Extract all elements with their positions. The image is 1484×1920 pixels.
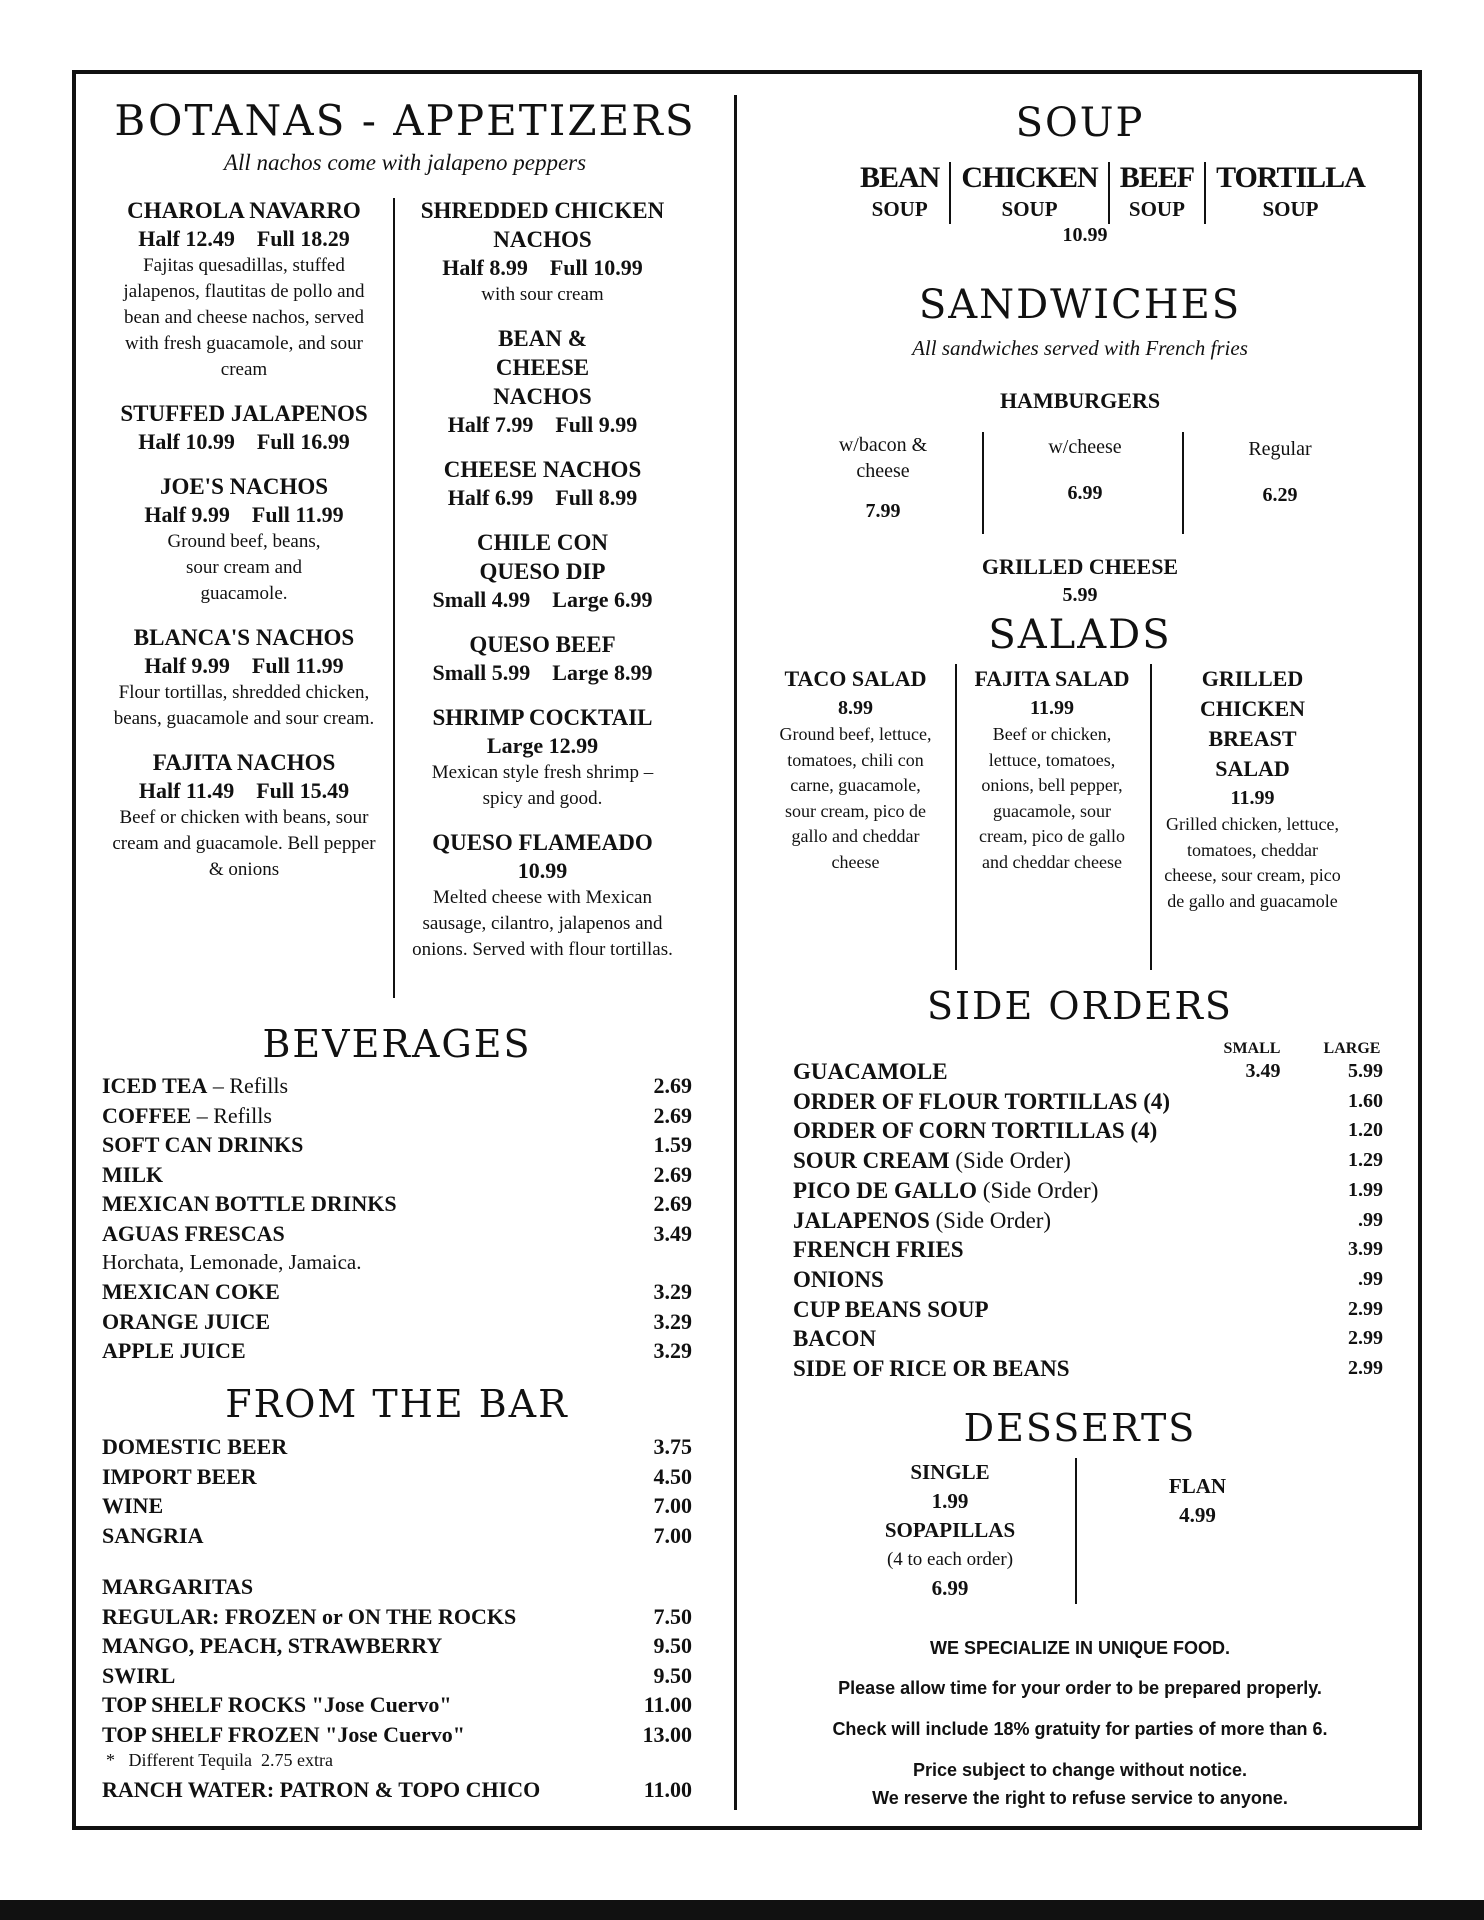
list-item: [793, 1354, 1383, 1384]
soup-title: SOUP: [1015, 100, 1145, 146]
list-item: [102, 1462, 692, 1492]
soup-options: [850, 160, 1375, 224]
item-name: STUFFED JALAPENOS: [120, 401, 368, 426]
margaritas-heading: [102, 1572, 692, 1602]
item-price: Half 7.99 Full 9.99: [447, 412, 638, 437]
side-orders-title: SIDE ORDERS: [927, 984, 1233, 1028]
item-name: MEXICAN BOTTLE DRINKS: [102, 1191, 397, 1216]
item-name: DOMESTIC BEER: [102, 1434, 288, 1459]
grilled-cheese-label: GRILLED CHEESE: [981, 554, 1179, 579]
menu-item: [400, 630, 685, 687]
item-price: 1.59: [653, 1132, 692, 1157]
salads-title: SALADS: [988, 612, 1172, 658]
small-column-label: SMALL: [1223, 1040, 1281, 1057]
notice-price-change: Price subject to change without notice.: [912, 1760, 1248, 1780]
menu-item: [400, 455, 685, 512]
soup-label: SOUP: [1001, 197, 1058, 221]
list-item: [102, 1219, 692, 1249]
salad-name: GRILLED CHICKEN BREAST SALAD: [1199, 666, 1306, 781]
desserts-divider: [1075, 1458, 1077, 1604]
list-item: [793, 1295, 1383, 1325]
list-item: [102, 1720, 692, 1750]
item-price-large: 1.20: [1348, 1119, 1383, 1142]
flan-item: [1110, 1472, 1285, 1530]
soup-label: SOUP: [1128, 197, 1185, 221]
item-note: (Side Order): [949, 1148, 1071, 1174]
item-name: ORDER OF FLOUR TORTILLAS (4): [793, 1088, 1171, 1114]
list-item: [102, 1277, 692, 1307]
list-item: [793, 1176, 1383, 1206]
menu-item: [100, 196, 388, 383]
salad-price: 11.99: [1230, 787, 1275, 809]
item-price: Small 5.99 Large 8.99: [432, 660, 653, 685]
item-name: REGULAR: FROZEN or ON THE ROCKS: [102, 1603, 517, 1629]
item-name: SHRIMP COCKTAIL: [432, 705, 653, 730]
item-name: SIDE OF RICE OR BEANS: [793, 1356, 1070, 1382]
item-name: CUP BEANS SOUP: [793, 1296, 989, 1322]
list-item: [102, 1189, 692, 1219]
soup-option: [1206, 160, 1375, 224]
salad-divider: [955, 664, 957, 970]
large-column-label: LARGE: [1323, 1040, 1381, 1057]
sopapillas-note: (4 to each order): [886, 1549, 1014, 1570]
appetizers-title: BOTANAS - APPETIZERS: [114, 96, 696, 145]
list-item: [102, 1661, 692, 1691]
item-description: Fajitas quesadillas, stuffed jalapenos, flautitas de pollo and bean and cheese nachos, served with fresh guacamole, and sour cream: [123, 255, 365, 380]
item-name: QUESO FLAMEADO: [432, 830, 653, 855]
item-price: Half 12.49 Full 18.29: [138, 226, 350, 251]
item-name: JOE'S NACHOS: [159, 474, 329, 499]
bar-list: [102, 1432, 692, 1805]
list-item: [793, 1087, 1383, 1117]
desserts-title: DESSERTS: [963, 1406, 1197, 1450]
item-price-large: 1.99: [1348, 1178, 1383, 1201]
list-item: [102, 1432, 692, 1462]
menu-item: [400, 324, 685, 439]
item-name: RANCH WATER: PATRON & TOPO CHICO: [102, 1777, 541, 1802]
list-item: [793, 1206, 1383, 1236]
item-name: ORANGE JUICE: [102, 1308, 271, 1334]
item-name: IMPORT BEER: [102, 1463, 257, 1489]
item-note: – Refills: [191, 1102, 272, 1128]
hamburger-option: [812, 432, 954, 524]
item-price: 9.50: [653, 1662, 692, 1688]
item-price: 7.00: [653, 1493, 692, 1518]
item-name: CHILE CON QUESO DIP: [477, 530, 608, 584]
menu-item: [400, 196, 685, 308]
soup-name: BEEF: [1119, 161, 1195, 194]
salad-item: [962, 664, 1142, 875]
sopapillas-single-label: SINGLE: [910, 1460, 990, 1484]
item-description: with sour cream: [481, 284, 604, 305]
salad-description: Beef or chicken, lettuce, tomatoes, onions, bell pepper, guacamole, sour cream, pico de gallo and cheddar cheese: [979, 724, 1125, 872]
item-price: Half 9.99 Full 11.99: [144, 502, 344, 527]
list-item: [102, 1071, 692, 1101]
list-item: [102, 1336, 692, 1366]
column-divider: [734, 95, 737, 1810]
item-name: MANGO, PEACH, STRAWBERRY: [102, 1633, 443, 1658]
item-name: FRENCH FRIES: [793, 1237, 964, 1263]
page-bottom-bar: [0, 1900, 1484, 1920]
notice-gratuity: Check will include 18% gratuity for parties of more than 6.: [832, 1719, 1328, 1739]
item-name: BACON: [793, 1326, 877, 1352]
flan-price: 4.99: [1179, 1503, 1216, 1527]
item-name: BEAN & CHEESE NACHOS: [493, 326, 592, 409]
item-name: WINE: [102, 1493, 164, 1518]
notice-prep-time: Please allow time for your order to be prepared properly.: [838, 1678, 1322, 1698]
item-name: FAJITA NACHOS: [152, 750, 336, 775]
aguas-frescas-flavors: Horchata, Lemonade, Jamaica.: [102, 1250, 362, 1274]
item-price: 2.69: [653, 1073, 692, 1098]
item-price: Half 9.99 Full 11.99: [144, 653, 344, 678]
item-price: 4.50: [653, 1463, 692, 1489]
item-price: 13.00: [642, 1721, 692, 1747]
flan-label: FLAN: [1168, 1474, 1227, 1498]
soup-name: BEAN: [860, 161, 940, 194]
item-price-large: 3.99: [1348, 1238, 1383, 1261]
item-price: 3.29: [653, 1279, 692, 1304]
soup-option: [850, 160, 949, 224]
item-price: 2.69: [653, 1161, 692, 1187]
soup-name: CHICKEN: [961, 161, 1098, 194]
item-price: Half 6.99 Full 8.99: [447, 485, 638, 510]
item-price-large: 2.99: [1348, 1327, 1383, 1350]
list-item: [102, 1631, 692, 1661]
item-name: QUESO BEEF: [469, 632, 616, 657]
item-price: 2.69: [653, 1191, 692, 1216]
item-name: ONIONS: [793, 1266, 884, 1292]
item-note: – Refills: [207, 1073, 289, 1098]
list-item: [793, 1265, 1383, 1295]
list-item: [793, 1235, 1383, 1265]
list-item: [793, 1116, 1383, 1146]
list-item: [102, 1130, 692, 1160]
option-price: 6.99: [1067, 482, 1103, 504]
appetizers-left-column: [100, 196, 388, 899]
item-name: ICED TEA: [102, 1073, 208, 1098]
item-note: (Side Order): [929, 1207, 1052, 1233]
soup-price: 10.99: [1062, 224, 1108, 246]
item-name: SWIRL: [102, 1662, 176, 1688]
salad-price: 8.99: [838, 697, 873, 719]
option-label: w/bacon & cheese: [838, 434, 928, 482]
soup-label: SOUP: [871, 197, 928, 221]
item-price: 7.50: [653, 1603, 692, 1629]
salad-description: Grilled chicken, lettuce, tomatoes, cheddar cheese, sour cream, pico de gallo and guacamole: [1164, 814, 1341, 911]
item-price: 3.49: [653, 1220, 692, 1246]
menu-item: [400, 528, 685, 614]
hamburger-divider: [1182, 432, 1184, 534]
option-label: w/cheese: [1048, 436, 1122, 458]
item-name: MILK: [102, 1161, 164, 1187]
salad-name: TACO SALAD: [784, 666, 927, 691]
item-name: APPLE JUICE: [102, 1338, 246, 1363]
option-price: 7.99: [865, 500, 901, 522]
list-item: [102, 1307, 692, 1337]
beverages-list: [102, 1071, 692, 1366]
item-note: (Side Order): [977, 1177, 1099, 1203]
item-price: Large 12.99: [486, 733, 599, 758]
hamburger-option: [1200, 436, 1360, 508]
item-name: CHAROLA NAVARRO: [127, 198, 361, 223]
menu-item: [100, 748, 388, 883]
appetizers-subtitle: All nachos come with jalapeno peppers: [223, 150, 587, 175]
item-name: COFFEE: [102, 1102, 192, 1128]
item-name: TOP SHELF FROZEN "Jose Cuervo": [102, 1721, 466, 1747]
item-name: TOP SHELF ROCKS "Jose Cuervo": [102, 1692, 452, 1717]
item-price: 3.29: [653, 1338, 692, 1363]
list-item: [102, 1775, 692, 1805]
hamburger-option: [1000, 434, 1170, 506]
item-price: 7.00: [653, 1522, 692, 1548]
item-name: CHEESE NACHOS: [443, 457, 642, 482]
item-name: SOFT CAN DRINKS: [102, 1132, 304, 1157]
list-item: [102, 1491, 692, 1521]
item-price-large: .99: [1358, 1267, 1383, 1290]
menu-item: [400, 703, 685, 812]
item-name: PICO DE GALLO: [793, 1177, 978, 1203]
soup-label: SOUP: [1262, 197, 1319, 221]
item-name: JALAPENOS: [793, 1207, 930, 1233]
item-description: Flour tortillas, shredded chicken, beans, guacamole and sour cream.: [113, 682, 375, 729]
salad-description: Ground beef, lettuce, tomatoes, chili con carne, guacamole, sour cream, pico de gallo and cheddar cheese: [779, 724, 932, 872]
item-name: SHREDDED CHICKEN NACHOS: [420, 198, 665, 252]
item-description: Mexican style fresh shrimp – spicy and good.: [431, 762, 654, 809]
item-price: 2.69: [653, 1102, 692, 1128]
item-description: Beef or chicken with beans, sour cream and guacamole. Bell pepper & onions: [112, 807, 376, 880]
item-name: SANGRIA: [102, 1522, 204, 1548]
item-price: 11.00: [643, 1692, 692, 1717]
soup-option: [951, 160, 1107, 224]
item-price: 11.00: [643, 1777, 692, 1802]
item-price-large: 1.29: [1348, 1149, 1383, 1172]
option-price: 6.29: [1262, 484, 1298, 506]
option-label: Regular: [1248, 438, 1312, 460]
sandwiches-title: SANDWICHES: [918, 282, 1242, 328]
item-price-large: 5.99: [1348, 1060, 1383, 1082]
sopapillas-single-price: 1.99: [931, 1489, 969, 1513]
item-price: 3.75: [653, 1434, 692, 1459]
hamburgers-label: HAMBURGERS: [999, 388, 1161, 413]
beverages-title: BEVERAGES: [262, 1022, 532, 1066]
item-price-large: 2.99: [1348, 1297, 1383, 1320]
item-name: BLANCA'S NACHOS: [133, 625, 355, 650]
item-price: 9.50: [653, 1633, 692, 1658]
side-orders-list: [793, 1057, 1383, 1384]
list-item: [793, 1057, 1383, 1087]
salad-divider: [1150, 664, 1152, 970]
salad-item: [1160, 664, 1345, 914]
item-name: MEXICAN COKE: [102, 1279, 280, 1304]
soup-name: TORTILLA: [1216, 161, 1365, 194]
item-price: Half 11.49 Full 15.49: [138, 778, 350, 803]
tequila-note: * Different Tequila 2.75 extra: [106, 1750, 334, 1770]
sopapillas-label: SOPAPILLAS: [884, 1518, 1016, 1542]
item-description: Melted cheese with Mexican sausage, cilantro, jalapenos and onions. Served with flour tortillas.: [412, 887, 673, 960]
item-name: SOUR CREAM: [793, 1148, 950, 1174]
menu-item: [100, 399, 388, 456]
menu-item: [100, 472, 388, 607]
item-price-small: 3.49: [1245, 1060, 1281, 1082]
item-name: AGUAS FRESCAS: [102, 1220, 285, 1246]
item-price: 10.99: [517, 858, 568, 883]
item-price: Small 4.99 Large 6.99: [432, 587, 653, 612]
list-item: [102, 1602, 692, 1632]
list-item: [102, 1690, 692, 1720]
grilled-cheese-price: 5.99: [1062, 584, 1098, 606]
list-item: [793, 1324, 1383, 1354]
item-price: Half 10.99 Full 16.99: [138, 429, 350, 454]
soup-option: [1110, 160, 1204, 224]
item-description: Ground beef, beans, sour cream and guacamole.: [167, 531, 321, 604]
item-name: GUACAMOLE: [793, 1059, 948, 1084]
hamburger-divider: [982, 432, 984, 534]
sandwiches-subtitle: All sandwiches served with French fries: [912, 336, 1248, 360]
appetizers-right-column: [400, 196, 685, 979]
sopapillas-item: [860, 1458, 1040, 1603]
notice-specialize: WE SPECIALIZE IN UNIQUE FOOD.: [929, 1638, 1230, 1658]
appetizers-divider: [393, 198, 395, 998]
item-price: Half 8.99 Full 10.99: [442, 255, 643, 280]
item-price-large: 2.99: [1348, 1357, 1383, 1380]
item-price-large: 1.60: [1348, 1089, 1383, 1112]
margaritas-label: MARGARITAS: [102, 1574, 254, 1599]
sopapillas-order-price: 6.99: [931, 1576, 969, 1600]
item-price-large: .99: [1358, 1208, 1383, 1231]
list-item: [102, 1101, 692, 1131]
item-name: ORDER OF CORN TORTILLAS (4): [793, 1118, 1158, 1144]
salad-name: FAJITA SALAD: [974, 666, 1130, 691]
item-price: 3.29: [653, 1308, 692, 1334]
notice-refuse-service: We reserve the right to refuse service to anyone.: [872, 1788, 1288, 1808]
salad-price: 11.99: [1030, 697, 1074, 719]
list-item: [793, 1146, 1383, 1176]
menu-item: [400, 828, 685, 963]
menu-item: [100, 623, 388, 732]
list-item: [102, 1160, 692, 1190]
salad-item: [768, 664, 943, 875]
bar-title: FROM THE BAR: [225, 1382, 569, 1426]
list-item: [102, 1521, 692, 1551]
